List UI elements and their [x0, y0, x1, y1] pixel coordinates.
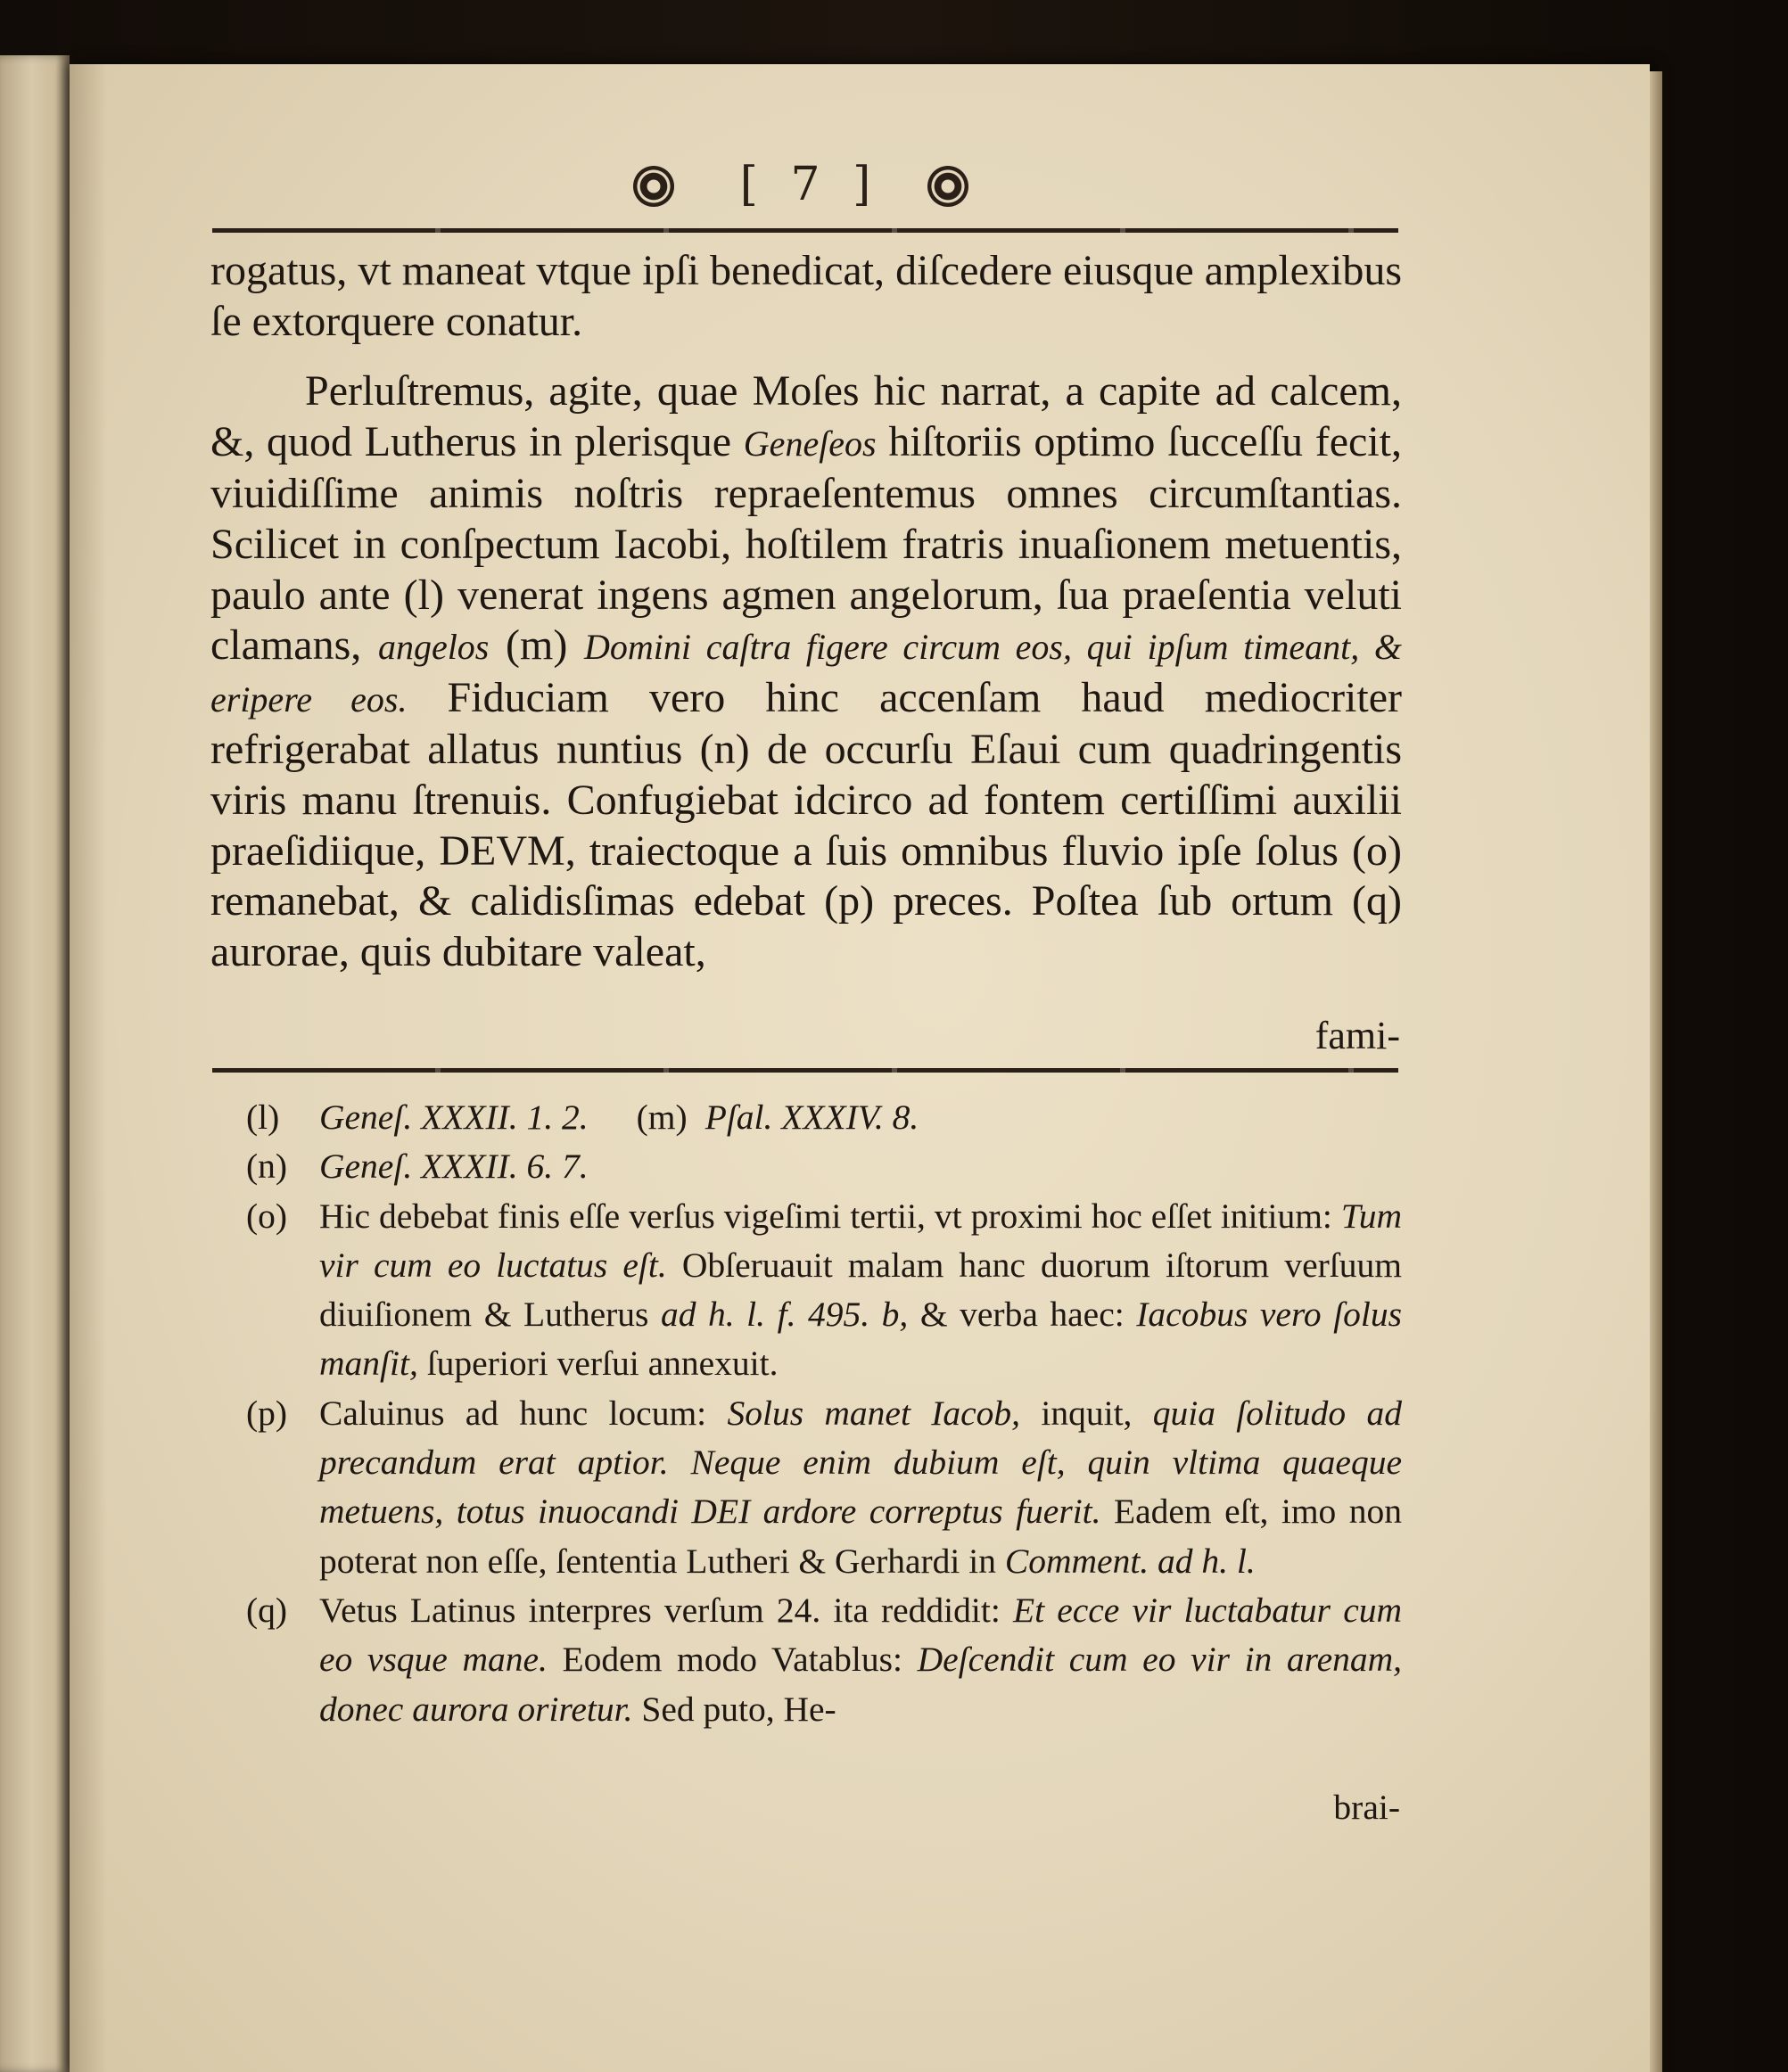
footnote-reference: Geneſ. XXXII. 1. 2.: [319, 1098, 589, 1137]
footnotes: [246, 1093, 1402, 1734]
running-header: [624, 153, 981, 216]
footnote-label: (l): [246, 1098, 280, 1137]
paragraph-continuation: rogatus, vt maneat vtque ipſi benedicat, diſcedere eiusque amplexibus ſe extorquere conatur.: [210, 247, 1402, 345]
catchword: fami-: [1314, 1014, 1400, 1057]
footnote-text: Vetus Latinus interpres verſum 24. ita reddidit: Et ecce vir luctabatur cum eo vsque mane. Eodem modo Vatablus: Deſcendit cum eo vir in arenam, donec aurora oriretur. Sed puto, He-: [319, 1590, 1403, 1729]
header-rule: [212, 228, 1398, 233]
footnote-o: [246, 1192, 1402, 1389]
fleuron-ornament-icon: [927, 166, 968, 207]
footnote-n: [246, 1142, 1402, 1191]
footnote-l-m: [246, 1093, 1402, 1142]
page-fore-edge: [1650, 71, 1662, 2072]
footnote-label: (m): [636, 1098, 688, 1137]
footnote-text: Hic debebat finis eſſe verſus vigeſimi tertii, vt proximi hoc eſſet initium: Tum vir cum eo luctatus eſt. Obſeruauit malam hanc duorum iſtorum verſuum diuiſionem & Lutherus ad h. l. f. 495. b, & verba haec: Iacobus vero ſolus manſit, ſuperiori verſui annexuit.: [319, 1196, 1402, 1384]
fleuron-ornament-icon: [633, 166, 674, 207]
footnote-label: (p): [246, 1393, 288, 1433]
footnote-label: (o): [246, 1196, 288, 1236]
paragraph: Perluſtremus, agite, quae Moſes hic narrat, a capite ad calcem, &, quod Lutherus in plerisque Geneſeos hiſtoriis optimo ſucceſſu fecit, viuidiſſime animis noſtris repraeſentemus omnes circumſtantias. Scilicet in conſpectum Iacobi, hoſtilem fratris inuaſionem metuentis, paulo ante (l) venerat ingens agmen angelorum, ſua praeſentia veluti clamans, angelos (m) Domini caſtra figere circum eos, qui ipſum timeant, & eripere eos. Fiduciam vero hinc accenſam haud mediocriter refrigerabat allatus nuntius (n) de occurſu Eſaui cum quadringentis viris manu ſtrenuis. Confugiebat idcirco ad fontem certiſſimi auxilii praeſidiique, DEVM, traiectoque a ſuis omnibus fluvio ipſe ſolus (o) remanebat, & calidisſimas edebat (p) preces. Poſtea ſub ortum (q) aurorae, quis dubitare valeat,: [210, 367, 1403, 975]
footnote-rule: [212, 1068, 1398, 1073]
footnote-text: Caluinus ad hunc locum: Solus manet Iacob, inquit, quia ſolitudo ad precandum erat aptior. Neque enim dubium eſt, quin vltima quaeque metuens, totus inuocandi DEI ardore correptus fuerit. Eadem eſt, imo non poterat non eſſe, ſententia Lutheri & Gerhardi in Comment. ad h. l.: [319, 1393, 1402, 1581]
footnote-p: [246, 1389, 1402, 1586]
footnote-reference: Geneſ. XXXII. 6. 7.: [319, 1147, 589, 1187]
main-text: [210, 246, 1402, 977]
footnote-label: (n): [246, 1147, 288, 1187]
footnote-label: (q): [246, 1590, 288, 1630]
page-number: [ 7 ]: [739, 158, 880, 211]
footnote-reference: Pſal. XXXIV. 8.: [704, 1098, 919, 1137]
facing-page-edge: [0, 55, 70, 2072]
footnote-q: [246, 1586, 1402, 1734]
catchword: brai-: [1333, 1788, 1400, 1827]
